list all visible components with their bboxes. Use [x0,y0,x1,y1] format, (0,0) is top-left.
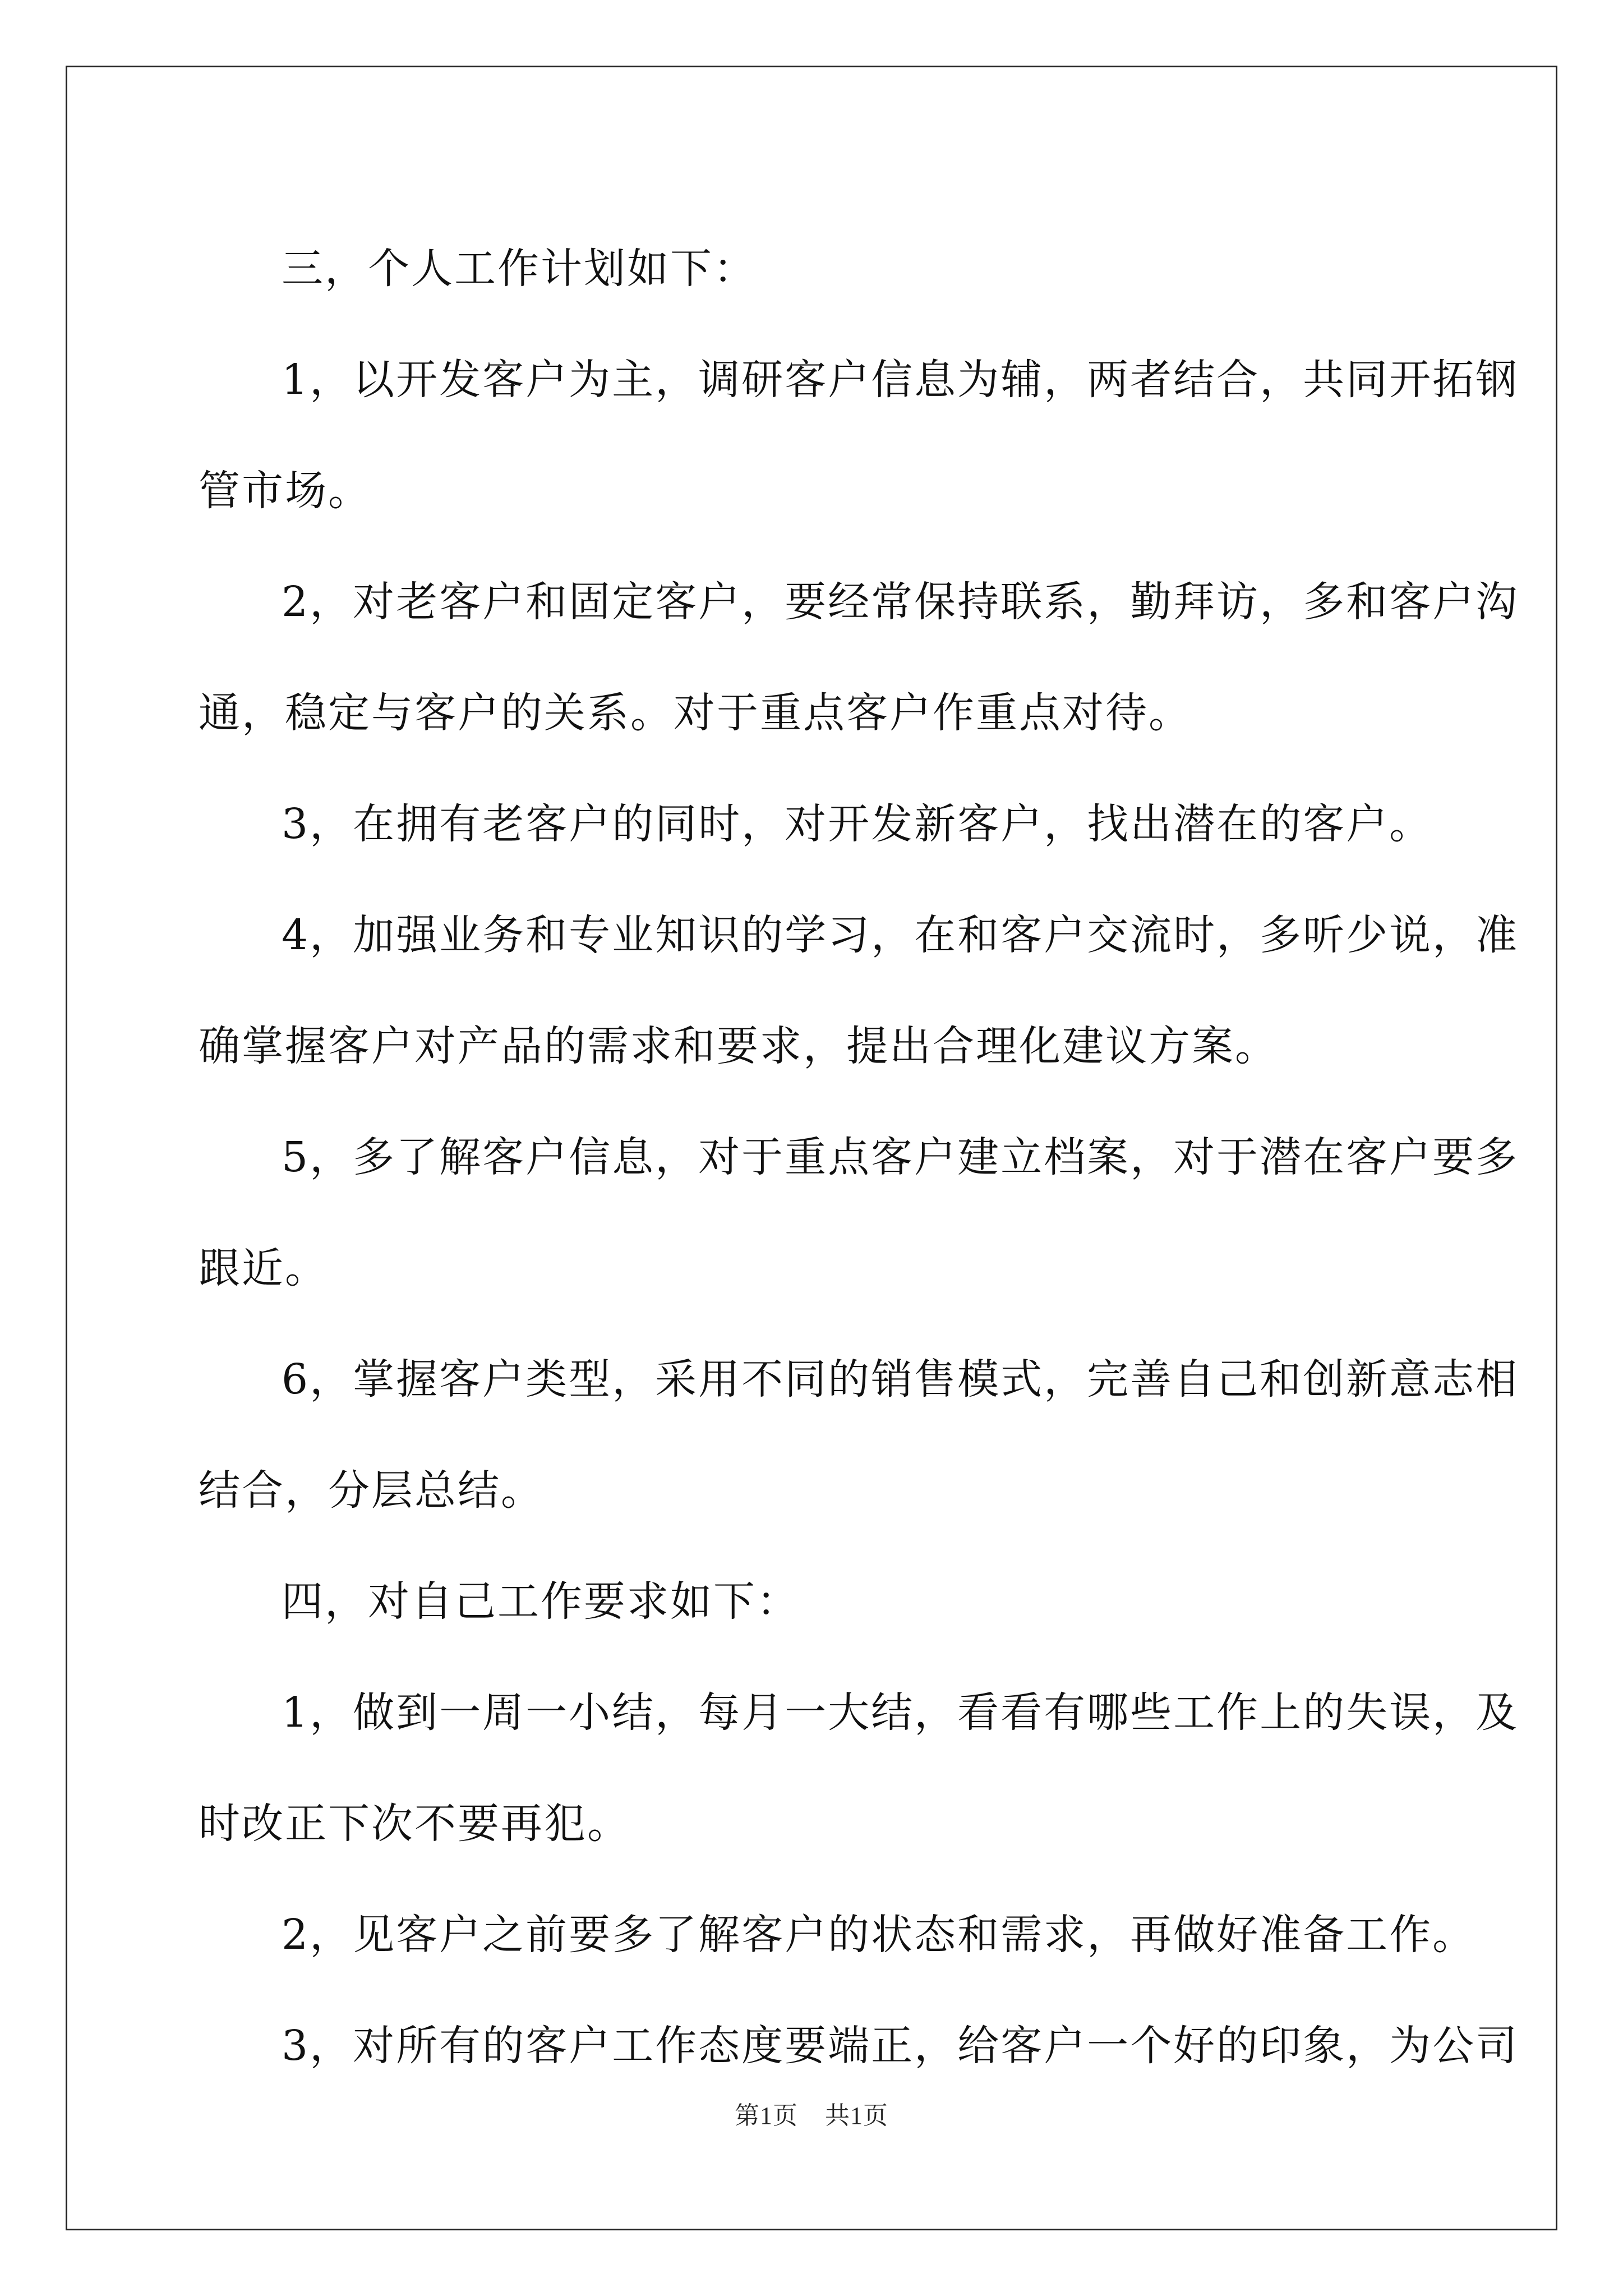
text-line: 结合，分层总结。 [199,1466,544,1515]
text-line: 1，以开发客户为主，调研客户信息为辅，两者结合，共同开拓钢 [282,356,1519,404]
text-line: 确掌握客户对产品的需求和要求，提出合理化建议方案。 [199,1022,1278,1070]
text-line: 通，稳定与客户的关系。对于重点客户作重点对待。 [199,689,1192,737]
text-line: 3，在拥有老客户的同时，对开发新客户，找出潜在的客户。 [282,800,1433,848]
section-heading-requirements: 四，对自己工作要求如下： [282,1577,800,1626]
text-line: 6，掌握客户类型，采用不同的销售模式，完善自己和创新意志相 [282,1355,1519,1404]
text-line: 管市场。 [199,467,371,515]
page-total: 共1页 [825,2102,888,2129]
text-line: 跟近。 [199,1244,328,1292]
text-line: 1，做到一周一小结，每月一大结，看看有哪些工作上的失误，及 [282,1688,1519,1737]
page-footer [0,2095,1623,2131]
text-line: 3，对所有的客户工作态度要端正，给客户一个好的印象，为公司 [282,2022,1519,2070]
text-line: 2，对老客户和固定客户，要经常保持联系，勤拜访，多和客户沟 [282,578,1519,626]
section-heading-plan: 三，个人工作计划如下： [282,245,757,293]
document-body [199,213,1519,2101]
text-line: 4，加强业务和专业知识的学习，在和客户交流时，多听少说，准 [282,911,1519,959]
text-line: 时改正下次不要再犯。 [199,1800,630,1848]
text-line: 2，见客户之前要多了解客户的状态和需求，再做好准备工作。 [282,1911,1476,1959]
page-number: 第1页 [735,2102,798,2129]
text-line: 5，多了解客户信息，对于重点客户建立档案，对于潜在客户要多 [282,1133,1519,1181]
